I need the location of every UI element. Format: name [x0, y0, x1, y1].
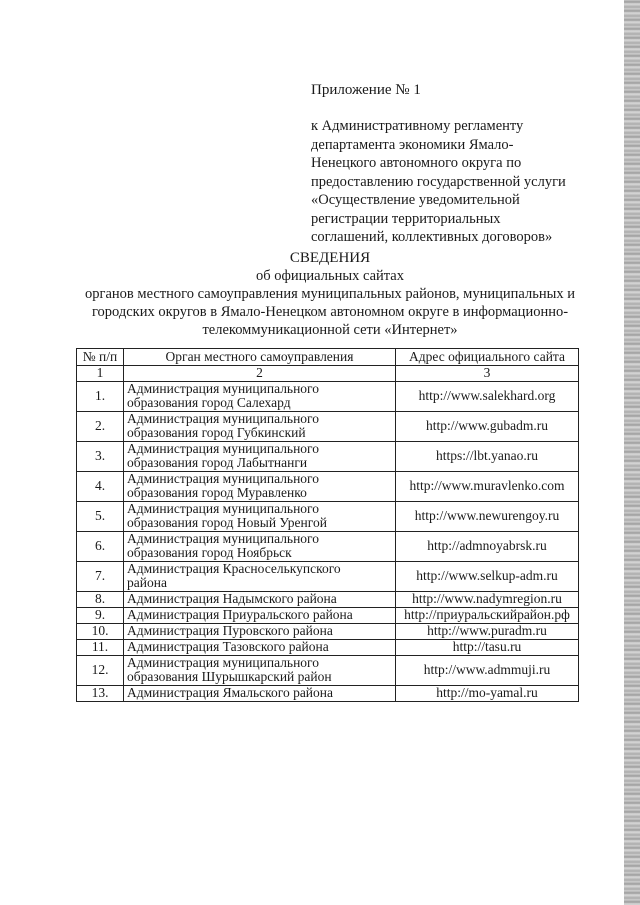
organization-name [124, 655, 396, 685]
website-url[interactable]: http://admnoyabrsk.ru [396, 531, 579, 561]
organization-name-line: Администрация муниципального [127, 654, 320, 670]
website-url[interactable]: http://www.admmuji.ru [396, 655, 579, 685]
organization-name [124, 531, 396, 561]
table-row [77, 561, 579, 591]
organization-name-line: образования город Муравленко [127, 485, 307, 500]
row-number: 3. [77, 441, 124, 471]
regulation-line: регистрации территориальных [311, 210, 501, 227]
organization-name [124, 441, 396, 471]
table-row [77, 411, 579, 441]
table-row [77, 501, 579, 531]
website-url[interactable]: http://www.puradm.ru [396, 623, 579, 639]
index-cell: 3 [396, 366, 579, 382]
annex-title: Приложение № 1 [311, 82, 421, 98]
table-index-row [77, 366, 579, 382]
row-number: 11. [77, 639, 124, 655]
website-url[interactable]: http://www.gubadm.ru [396, 411, 579, 441]
table-row [77, 531, 579, 561]
organization-name [124, 501, 396, 531]
organization-name-line: района [127, 575, 167, 590]
organization-name-line: образования город Новый Уренгой [127, 515, 327, 530]
organization-name-line: Администрация Приуральского района [127, 606, 353, 622]
organization-name-line: образования город Губкинский [127, 425, 306, 440]
regulation-line: департамента экономики Ямало- [311, 136, 514, 153]
index-cell: 1 [77, 366, 124, 382]
organization-name-line: образования город Салехард [127, 395, 291, 410]
table-row [77, 639, 579, 655]
table-row [77, 471, 579, 501]
official-sites-table [76, 348, 579, 702]
regulation-line: соглашений, коллективных договоров» [311, 229, 553, 245]
column-header-website: Адрес официального сайта [396, 349, 579, 366]
table-row [77, 441, 579, 471]
scan-edge-shadow [624, 0, 640, 905]
heading-title: СВЕДЕНИЯ [289, 250, 371, 266]
heading-line: органов местного самоуправления муниципальных районов, муниципальных и [85, 286, 575, 302]
column-header-organization: Орган местного самоуправления [124, 349, 396, 366]
organization-name-line: образования город Ноябрьск [127, 545, 292, 560]
annex-regulation-reference [311, 117, 586, 247]
website-url[interactable]: http://www.newurengoy.ru [396, 501, 579, 531]
table-body [77, 381, 579, 701]
website-url[interactable]: http://www.salekhard.org [396, 381, 579, 411]
organization-name-line: Администрация муниципального [127, 440, 320, 456]
website-url[interactable]: http://www.selkup-adm.ru [396, 561, 579, 591]
organization-name-line: Администрация Тазовского района [127, 638, 329, 654]
website-url[interactable]: http://приуральскийрайон.рф [396, 607, 579, 623]
organization-name-line: Администрация муниципального [127, 470, 320, 486]
organization-name-line: Администрация муниципального [127, 530, 320, 546]
organization-name [124, 639, 396, 655]
website-url[interactable]: http://www.muravlenko.com [396, 471, 579, 501]
organization-name-line: Администрация муниципального [127, 380, 320, 396]
heading-line: городских округов в Ямало-Ненецком автономном округе в информационно- [91, 304, 569, 320]
organization-name [124, 561, 396, 591]
table-row [77, 381, 579, 411]
organization-name [124, 411, 396, 441]
row-number: 7. [77, 561, 124, 591]
website-url[interactable]: https://lbt.yanao.ru [396, 441, 579, 471]
column-header-number: № п/п [77, 349, 124, 366]
organization-name-line: Администрация Красноселькупского [127, 560, 341, 576]
row-number: 12. [77, 655, 124, 685]
table-header-row [77, 349, 579, 366]
regulation-line: к Административному регламенту [311, 118, 524, 134]
row-number: 5. [77, 501, 124, 531]
organization-name [124, 623, 396, 639]
organization-name-line: образования город Лабытнанги [127, 455, 308, 470]
row-number: 9. [77, 607, 124, 623]
row-number: 4. [77, 471, 124, 501]
organization-name [124, 591, 396, 607]
regulation-line: Ненецкого автономного округа по [311, 155, 522, 171]
heading-line: об официальных сайтах [256, 268, 404, 284]
row-number: 13. [77, 685, 124, 701]
regulation-line: предоставлению государственной услуги [311, 173, 566, 190]
organization-name [124, 607, 396, 623]
organization-name-line: Администрация муниципального [127, 500, 320, 516]
website-url[interactable]: http://tasu.ru [396, 639, 579, 655]
index-cell: 2 [124, 366, 396, 382]
row-number: 1. [77, 381, 124, 411]
organization-name-line: Администрация Надымского района [127, 590, 337, 606]
organization-name-line: Администрация Пуровского района [127, 622, 333, 638]
regulation-line: «Осуществление уведомительной [311, 192, 520, 208]
row-number: 6. [77, 531, 124, 561]
table-row [77, 591, 579, 607]
row-number: 2. [77, 411, 124, 441]
row-number: 8. [77, 591, 124, 607]
organization-name-line: Администрация Ямальского района [127, 684, 334, 700]
row-number: 10. [77, 623, 124, 639]
heading-line: телекоммуникационной сети «Интернет» [202, 322, 458, 338]
organization-name [124, 381, 396, 411]
table-row [77, 685, 579, 701]
website-url[interactable]: http://mo-yamal.ru [396, 685, 579, 701]
table-row [77, 607, 579, 623]
organization-name-line: Администрация муниципального [127, 410, 320, 426]
organization-name [124, 685, 396, 701]
organization-name [124, 471, 396, 501]
table-row [77, 655, 579, 685]
organization-name-line: образования Шурышкарский район [127, 669, 332, 684]
table-row [77, 623, 579, 639]
website-url[interactable]: http://www.nadymregion.ru [396, 591, 579, 607]
document-heading [60, 249, 600, 339]
